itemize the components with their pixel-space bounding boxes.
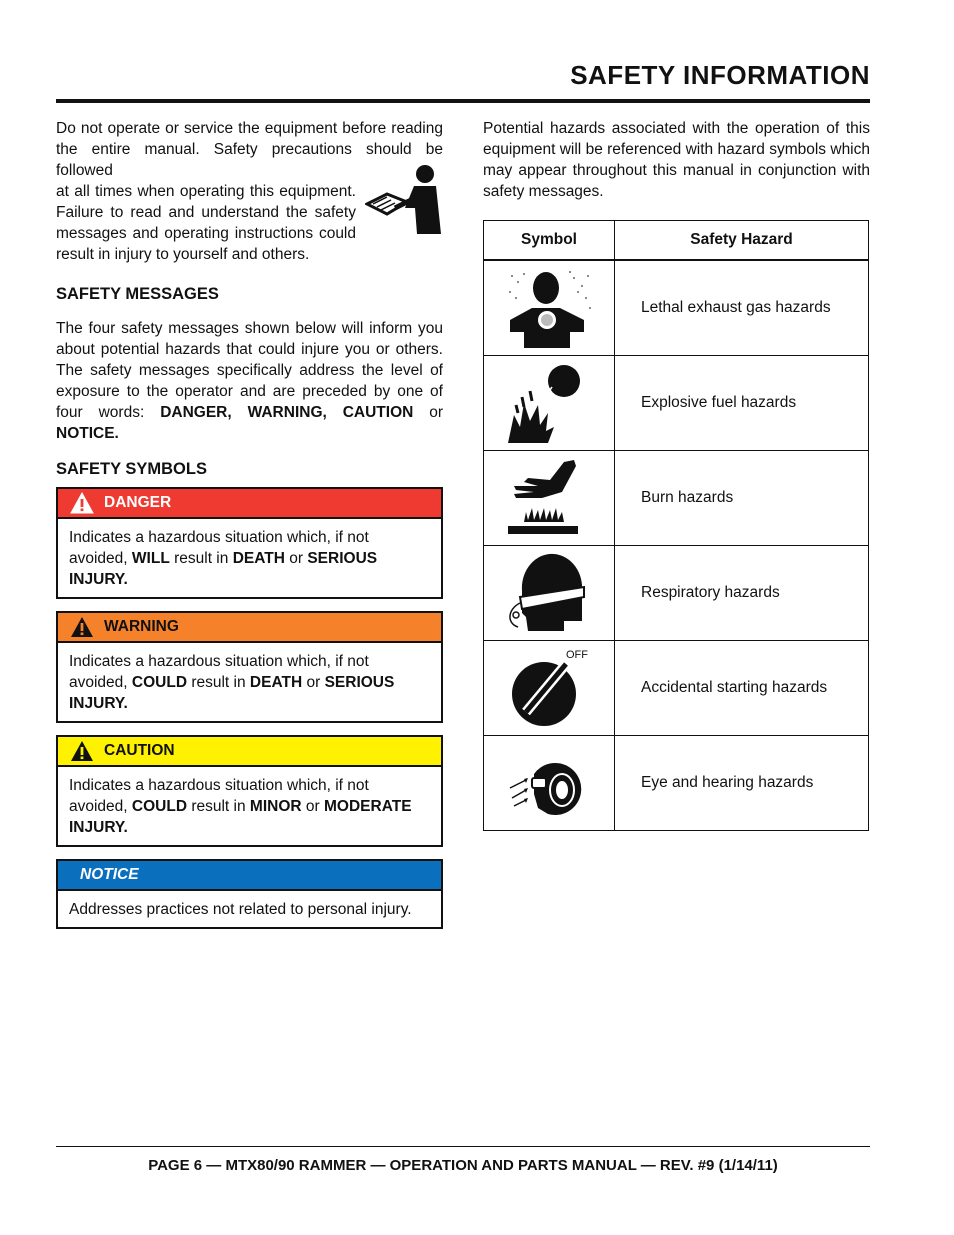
footer-divider bbox=[56, 1146, 870, 1147]
hazard-symbol-table bbox=[483, 220, 869, 831]
symbol-cell bbox=[484, 451, 615, 546]
right-column bbox=[483, 118, 870, 831]
intro-text-top: Do not operate or service the equipment before reading the entire manual. Safety precautions should be followed bbox=[56, 120, 443, 179]
symbol-cell bbox=[484, 356, 615, 451]
read-manual-icon bbox=[365, 164, 443, 234]
hazard-cell: Lethal exhaust gas hazards bbox=[615, 260, 869, 356]
accidental-start-icon bbox=[504, 646, 594, 730]
title-divider bbox=[56, 99, 870, 103]
notice-header bbox=[58, 861, 441, 891]
table-row bbox=[484, 736, 869, 831]
intro-paragraph bbox=[56, 118, 443, 265]
column-header-hazard: Safety Hazard bbox=[615, 221, 869, 261]
table-row bbox=[484, 260, 869, 356]
warning-triangle-icon bbox=[70, 740, 94, 762]
warning-text: Indicates a hazardous situation which, if not avoided, COULD result in DEATH or SERIOUS INJURY. bbox=[69, 653, 395, 712]
notice-text: Addresses practices not related to personal injury. bbox=[69, 901, 412, 918]
exhaust-gas-icon bbox=[504, 268, 594, 348]
notice-label: NOTICE bbox=[80, 866, 139, 883]
notice-box bbox=[56, 859, 443, 929]
page-footer: PAGE 6 — MTX80/90 RAMMER — OPERATION AND PARTS MANUAL — REV. #9 (1/14/11) bbox=[148, 1157, 778, 1174]
burn-hazard-icon bbox=[504, 458, 594, 538]
danger-text: Indicates a hazardous situation which, if not avoided, WILL result in DEATH or SERIOUS INJURY. bbox=[69, 529, 378, 588]
table-header-row bbox=[484, 221, 869, 261]
hazard-cell: Burn hazards bbox=[615, 451, 869, 546]
danger-label: DANGER bbox=[104, 494, 172, 511]
symbol-cell bbox=[484, 641, 615, 736]
table-row bbox=[484, 451, 869, 546]
page-title: SAFETY INFORMATION bbox=[570, 60, 870, 90]
warning-label: WARNING bbox=[104, 618, 179, 635]
hazard-cell: Explosive fuel hazards bbox=[615, 356, 869, 451]
table-row bbox=[484, 546, 869, 641]
symbol-cell bbox=[484, 736, 615, 831]
hazard-cell: Accidental starting hazards bbox=[615, 641, 869, 736]
respiratory-icon bbox=[504, 551, 594, 635]
hazard-intro-text: Potential hazards associated with the operation of this equipment will be referenced with hazard symbols which may appear throughout this manual in conjunction with safety messages. bbox=[483, 120, 870, 200]
off-label: OFF bbox=[566, 649, 588, 661]
warning-triangle-icon bbox=[70, 492, 94, 514]
symbol-cell bbox=[484, 546, 615, 641]
symbol-cell bbox=[484, 260, 615, 356]
intro-text-bottom: at all times when operating this equipment. Failure to read and understand the safety messages and operating instructions could result in injury to yourself and others. bbox=[56, 183, 356, 263]
safety-messages-heading: SAFETY MESSAGES bbox=[56, 285, 219, 303]
warning-header bbox=[58, 613, 441, 643]
safety-messages-text: The four safety messages shown below will inform you about potential hazards that could injure you or others. The safety messages specifically address the level of exposure to the operator and are preceded by one of four words: DANGER, WARNING, CAUTION or NOTICE. bbox=[56, 320, 444, 442]
caution-text: Indicates a hazardous situation which, if not avoided, COULD result in MINOR or MODERATE INJURY. bbox=[69, 777, 412, 836]
danger-header bbox=[58, 489, 441, 519]
table-row bbox=[484, 641, 869, 736]
hazard-cell: Respiratory hazards bbox=[615, 546, 869, 641]
warning-triangle-icon bbox=[70, 616, 94, 638]
table-row bbox=[484, 356, 869, 451]
danger-box bbox=[56, 487, 443, 599]
caution-box bbox=[56, 735, 443, 847]
explosive-fuel-icon bbox=[504, 361, 594, 445]
caution-header bbox=[58, 737, 441, 767]
warning-box bbox=[56, 611, 443, 723]
hazard-cell: Eye and hearing hazards bbox=[615, 736, 869, 831]
left-column bbox=[56, 118, 443, 941]
safety-symbols-heading: SAFETY SYMBOLS bbox=[56, 460, 207, 478]
column-header-symbol: Symbol bbox=[484, 221, 615, 261]
caution-label: CAUTION bbox=[104, 742, 175, 759]
eye-hearing-icon bbox=[504, 748, 594, 818]
